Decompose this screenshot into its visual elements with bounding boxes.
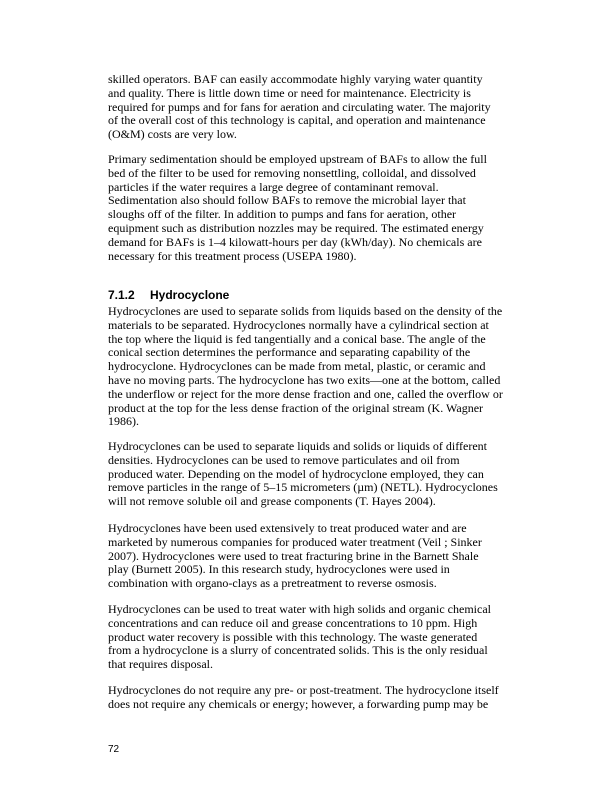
- text-line: conical section determines the performance and separating capability of the: [108, 345, 471, 360]
- text-line: will not remove soluble oil and grease components (T. Hayes 2004).: [108, 494, 436, 509]
- text-line: that requires disposal.: [108, 657, 213, 672]
- text-line: the underflow or reject for the more dense fraction and one, called the overflow or: [108, 386, 503, 401]
- text-line: necessary for this treatment process (USEPA 1980).: [108, 248, 357, 263]
- paragraph-baf-costs: [108, 73, 508, 142]
- text-line: product water recovery is possible with this technology. The waste generated: [108, 629, 478, 644]
- text-line: Hydrocyclones do not require any pre- or post-treatment. The hydrocyclone itself: [108, 683, 499, 697]
- text-line: Hydrocyclones can be used to treat water with high solids and organic chemical: [108, 602, 491, 616]
- section-heading: [108, 288, 229, 302]
- paragraph-hydrocyclone-intro: [108, 305, 508, 429]
- text-line: skilled operators. BAF can easily accommodate highly varying water quantity: [108, 72, 483, 86]
- text-line: hydrocyclone. Hydrocyclones can be made from metal, plastic, or ceramic and: [108, 359, 486, 374]
- text-line: equipment such as distribution nozzles may be required. The estimated energy: [108, 220, 484, 235]
- text-line: 2007). Hydrocyclones were used to treat fracturing brine in the Barnett Shale: [108, 548, 479, 563]
- text-line: have no moving parts. The hydrocyclone has two exits—one at the bottom, called: [108, 372, 501, 387]
- text-line: Primary sedimentation should be employed upstream of BAFs to allow the full: [108, 152, 487, 166]
- text-line: and quality. There is little down time or need for maintenance. Electricity is: [108, 85, 471, 100]
- section-number: 7.1.2: [108, 288, 135, 302]
- paragraph-baf-sedimentation: [108, 153, 508, 263]
- text-line: densities. Hydrocyclones can be used to remove particulates and oil from: [108, 452, 460, 467]
- page-number: 72: [108, 744, 120, 755]
- text-line: produced water. Depending on the model of hydrocyclone employed, they can: [108, 466, 484, 481]
- text-line: Hydrocyclones are used to separate solids from liquids based on the density of the: [108, 304, 503, 318]
- text-line: required for pumps and for fans for aeration and circulating water. The majority: [108, 99, 491, 114]
- text-line: sloughs off of the filter. In addition to pumps and fans for aeration, other: [108, 207, 457, 222]
- text-line: 1986).: [108, 414, 139, 429]
- text-line: materials to be separated. Hydrocyclones normally have a cylindrical section at: [108, 317, 489, 332]
- text-line: marketed by numerous companies for produced water treatment (Veil ; Sinker: [108, 534, 482, 549]
- text-line: of the overall cost of this technology is capital, and operation and maintenance: [108, 113, 486, 128]
- text-line: particles if the water requires a large degree of contaminant removal.: [108, 179, 439, 194]
- paragraph-hydrocyclone-treatment: [108, 684, 508, 712]
- paragraph-hydrocyclone-performance: [108, 603, 508, 672]
- text-line: concentrations and can reduce oil and grease concentrations to 10 ppm. High: [108, 615, 478, 630]
- text-line: demand for BAFs is 1–4 kilowatt-hours per day (kWh/day). No chemicals are: [108, 234, 482, 249]
- text-line: Hydrocyclones have been used extensively to treat produced water and are: [108, 521, 467, 535]
- text-line: does not require any chemicals or energy; however, a forwarding pump may be: [108, 696, 489, 711]
- text-line: play (Burnett 2005). In this research study, hydrocyclones were used in: [108, 562, 450, 577]
- text-line: remove particles in the range of 5–15 micrometers (µm) (NETL). Hydrocyclones: [108, 480, 498, 495]
- text-line: (O&M) costs are very low.: [108, 127, 237, 142]
- paragraph-hydrocyclone-market: [108, 522, 508, 591]
- section-title: Hydrocyclone: [150, 288, 230, 302]
- text-line: from a hydrocyclone is a slurry of concentrated solids. This is the only residual: [108, 643, 488, 658]
- text-line: Sedimentation also should follow BAFs to remove the microbial layer that: [108, 193, 466, 208]
- text-line: Hydrocyclones can be used to separate liquids and solids or liquids of different: [108, 439, 488, 453]
- paragraph-hydrocyclone-uses: [108, 440, 508, 509]
- text-line: bed of the filter to be used for removing nonsettling, colloidal, and dissolved: [108, 165, 476, 180]
- text-line: combination with organo-clays as a pretreatment to reverse osmosis.: [108, 576, 437, 591]
- text-line: the top where the liquid is fed tangentially and a conical base. The angle of the: [108, 331, 486, 346]
- text-line: product at the top for the less dense fraction of the original stream (K. Wagner: [108, 400, 484, 415]
